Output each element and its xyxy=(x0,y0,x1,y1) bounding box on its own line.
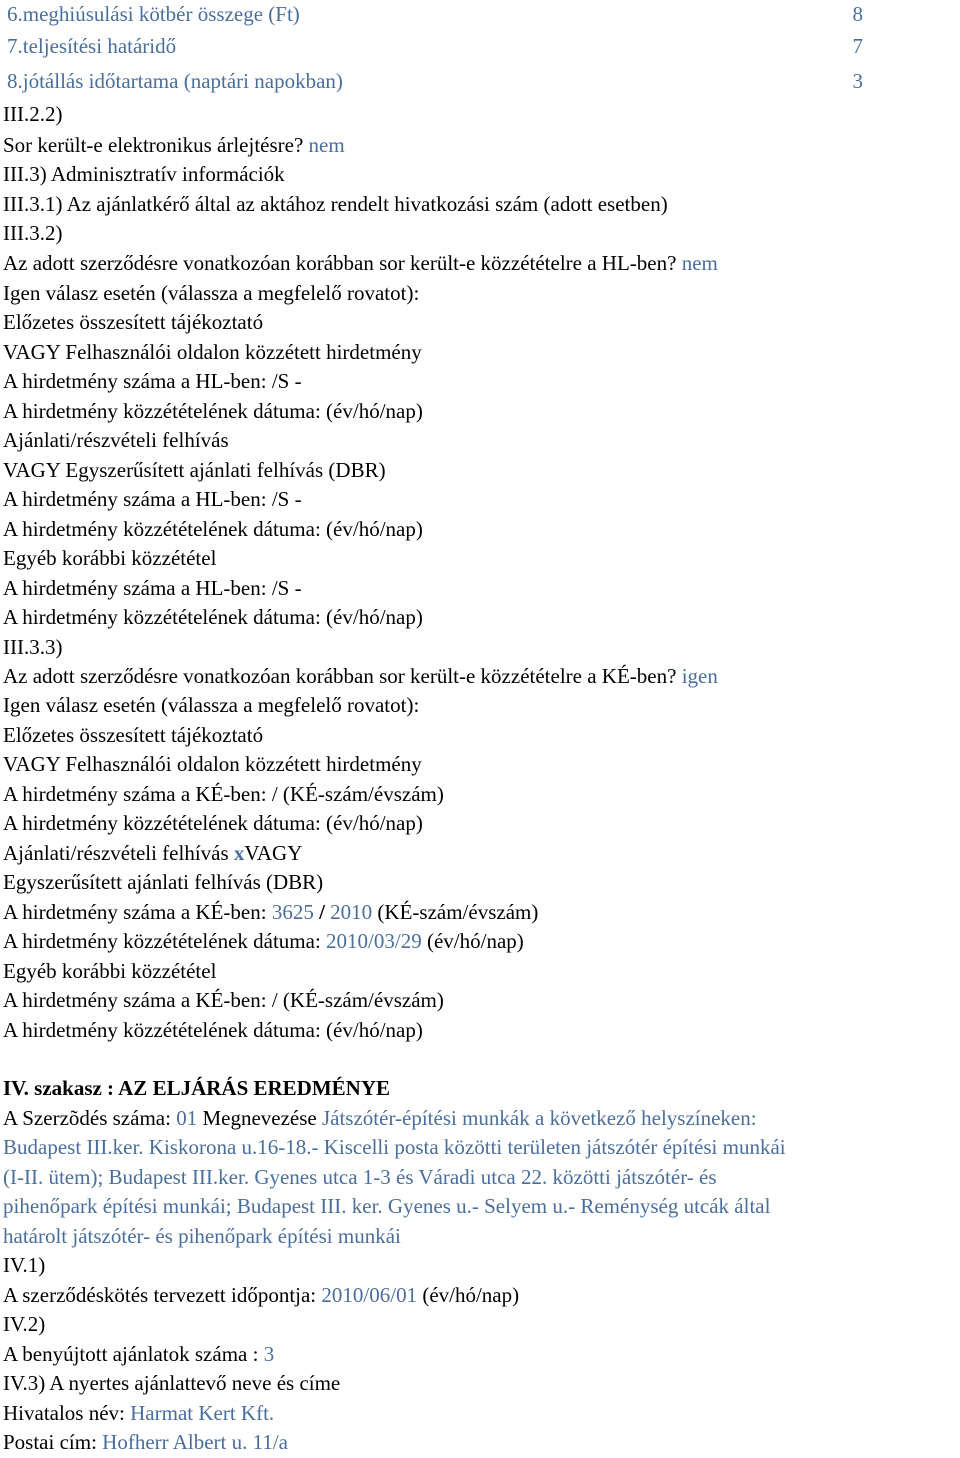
ke-date-line xyxy=(3,927,524,957)
number-prefix: A hirdetmény száma a KÉ-ben: xyxy=(3,900,267,924)
hl-line: VAGY Egyszerűsített ajánlati felhívás (DBR) xyxy=(3,458,386,482)
notice-year: 2010 xyxy=(330,900,373,924)
hl-line: A hirdetmény száma a HL-ben: /S - xyxy=(3,487,302,511)
date-suffix: (év/hó/nap) xyxy=(426,929,524,953)
hl-line: Igen válasz esetén (válassza a megfelelő rovatot): xyxy=(3,281,420,305)
reference-line: III.3.1) Az ajánlatkérő által az aktához rendelt hivatkozási szám (adott esetben) xyxy=(3,192,668,216)
hl-question xyxy=(3,249,718,279)
section-heading: III.3) Adminisztratív információk xyxy=(3,162,285,186)
postal-address-label: Postai cím: xyxy=(3,1430,97,1454)
section-heading: IV.3) A nyertes ajánlattevő neve és címe xyxy=(3,1371,341,1395)
question-text: Sor került-e elektronikus árlejtésre? xyxy=(3,133,304,157)
criterion-label: 8.jótállás időtartama (naptári napokban) xyxy=(7,69,343,93)
offers-label: A benyújtott ajánlatok száma : xyxy=(3,1342,259,1366)
ke-line: Egyéb korábbi közzététel xyxy=(3,959,217,983)
hl-line: Egyéb korábbi közzététel xyxy=(3,546,217,570)
contract-name-line: pihenőpark építési munkái; Budapest III. ker. Gyenes u.- Selyem u.- Reménység utcák által xyxy=(3,1194,771,1218)
question-text: Az adott szerződésre vonatkozóan korábban sor került-e közzétételre a KÉ-ben? xyxy=(3,664,677,688)
section-iv-title: szakasz : AZ ELJÁRÁS EREDMÉNYE xyxy=(34,1076,391,1100)
criterion-row xyxy=(7,0,863,29)
hl-line: A hirdetmény száma a HL-ben: /S - xyxy=(3,369,302,393)
contract-number-label: A Szerzõdés száma: xyxy=(3,1106,171,1130)
postal-address: Hofherr Albert u. 11/a xyxy=(102,1430,289,1454)
ke-line: A hirdetmény száma a KÉ-ben: / (KÉ-szám/évszám) xyxy=(3,782,444,806)
question-text: Az adott szerződésre vonatkozóan korábban sor került-e közzétételre a HL-ben? xyxy=(3,251,677,275)
hl-line: Előzetes összesített tájékoztató xyxy=(3,310,264,334)
section-iv-number: IV. xyxy=(3,1076,29,1100)
offers-line xyxy=(3,1340,274,1370)
publication-date: 2010/03/29 xyxy=(326,929,422,953)
contract-name-label: Megnevezése xyxy=(202,1106,317,1130)
criterion-weight: 7 xyxy=(852,34,863,58)
number-suffix: (KÉ-szám/évszám) xyxy=(377,900,539,924)
number-separator: / xyxy=(319,900,325,924)
contract-name-line: (I-II. ütem); Budapest III.ker. Gyenes utca 1-3 és Váradi utca 22. közötti játszótér- és xyxy=(3,1165,717,1189)
ke-number-line xyxy=(3,898,538,928)
hl-line: A hirdetmény közzétételének dátuma: (év/hó/nap) xyxy=(3,517,423,541)
ke-line: A hirdetmény közzétételének dátuma: (év/hó/nap) xyxy=(3,811,423,835)
date-prefix: A hirdetmény közzétételének dátuma: xyxy=(3,929,321,953)
answer-value: igen xyxy=(681,664,718,688)
contract-name-line: Budapest III.ker. Kiskorona u.16-18.- Kiscelli posta közötti területen játszótér építési munkái xyxy=(3,1135,786,1159)
section-heading: III.3.3) xyxy=(3,635,63,659)
call-label: Ajánlati/részvételi felhívás xyxy=(3,841,229,865)
answer-value: nem xyxy=(681,251,718,275)
ke-line: VAGY Felhasználói oldalon közzétett hirdetmény xyxy=(3,752,422,776)
contract-line xyxy=(3,1104,757,1134)
section-iv-heading xyxy=(3,1074,390,1104)
notice-number: 3625 xyxy=(271,900,314,924)
hl-line: A hirdetmény közzétételének dátuma: (év/hó/nap) xyxy=(3,605,423,629)
criterion-weight: 3 xyxy=(852,69,863,93)
answer-value: nem xyxy=(308,133,345,157)
contract-name-line: határolt játszótér- és pihenőpark építési munkái xyxy=(3,1224,401,1248)
ke-line: Igen válasz esetén (válassza a megfelelő rovatot): xyxy=(3,693,420,717)
ke-line: A hirdetmény közzétételének dátuma: (év/hó/nap) xyxy=(3,1018,423,1042)
section-heading: IV.2) xyxy=(3,1312,46,1336)
selected-mark: x xyxy=(233,841,245,865)
criterion-weight: 8 xyxy=(852,2,863,26)
ke-dbr-line: Egyszerűsített ajánlati felhívás (DBR) xyxy=(3,870,324,894)
official-name-line xyxy=(3,1399,274,1429)
criterion-row xyxy=(7,67,863,96)
official-name-label: Hivatalos név: xyxy=(3,1401,125,1425)
section-heading: III.3.2) xyxy=(3,221,63,245)
section-heading: IV.1) xyxy=(3,1253,46,1277)
hl-line: VAGY Felhasználói oldalon közzétett hirdetmény xyxy=(3,340,422,364)
auction-question xyxy=(3,131,345,161)
criterion-label: 6.meghiúsulási kötbér összege (Ft) xyxy=(7,2,300,26)
offers-count: 3 xyxy=(263,1342,275,1366)
hl-line: Ajánlati/részvételi felhívás xyxy=(3,428,229,452)
criterion-row xyxy=(7,32,863,61)
contract-date: 2010/06/01 xyxy=(321,1283,418,1307)
contract-date-line xyxy=(3,1281,519,1311)
section-heading: III.2.2) xyxy=(3,102,63,126)
postal-address-line xyxy=(3,1428,288,1458)
official-name: Harmat Kert Kft. xyxy=(130,1401,275,1425)
criterion-label: 7.teljesítési határidő xyxy=(7,34,177,58)
ke-question xyxy=(3,662,718,692)
contract-number: 01 xyxy=(176,1106,198,1130)
contract-date-suffix: (év/hó/nap) xyxy=(422,1283,520,1307)
contract-date-label: A szerződéskötés tervezett időpontja: xyxy=(3,1283,317,1307)
hl-line: A hirdetmény közzétételének dátuma: (év/hó/nap) xyxy=(3,399,423,423)
ke-line: A hirdetmény száma a KÉ-ben: / (KÉ-szám/évszám) xyxy=(3,988,444,1012)
call-or: VAGY xyxy=(244,841,303,865)
ke-call-line xyxy=(3,839,302,869)
hl-line: A hirdetmény száma a HL-ben: /S - xyxy=(3,576,302,600)
ke-line: Előzetes összesített tájékoztató xyxy=(3,723,264,747)
contract-name: Játszótér-építési munkák a következő helyszíneken: xyxy=(321,1106,757,1130)
